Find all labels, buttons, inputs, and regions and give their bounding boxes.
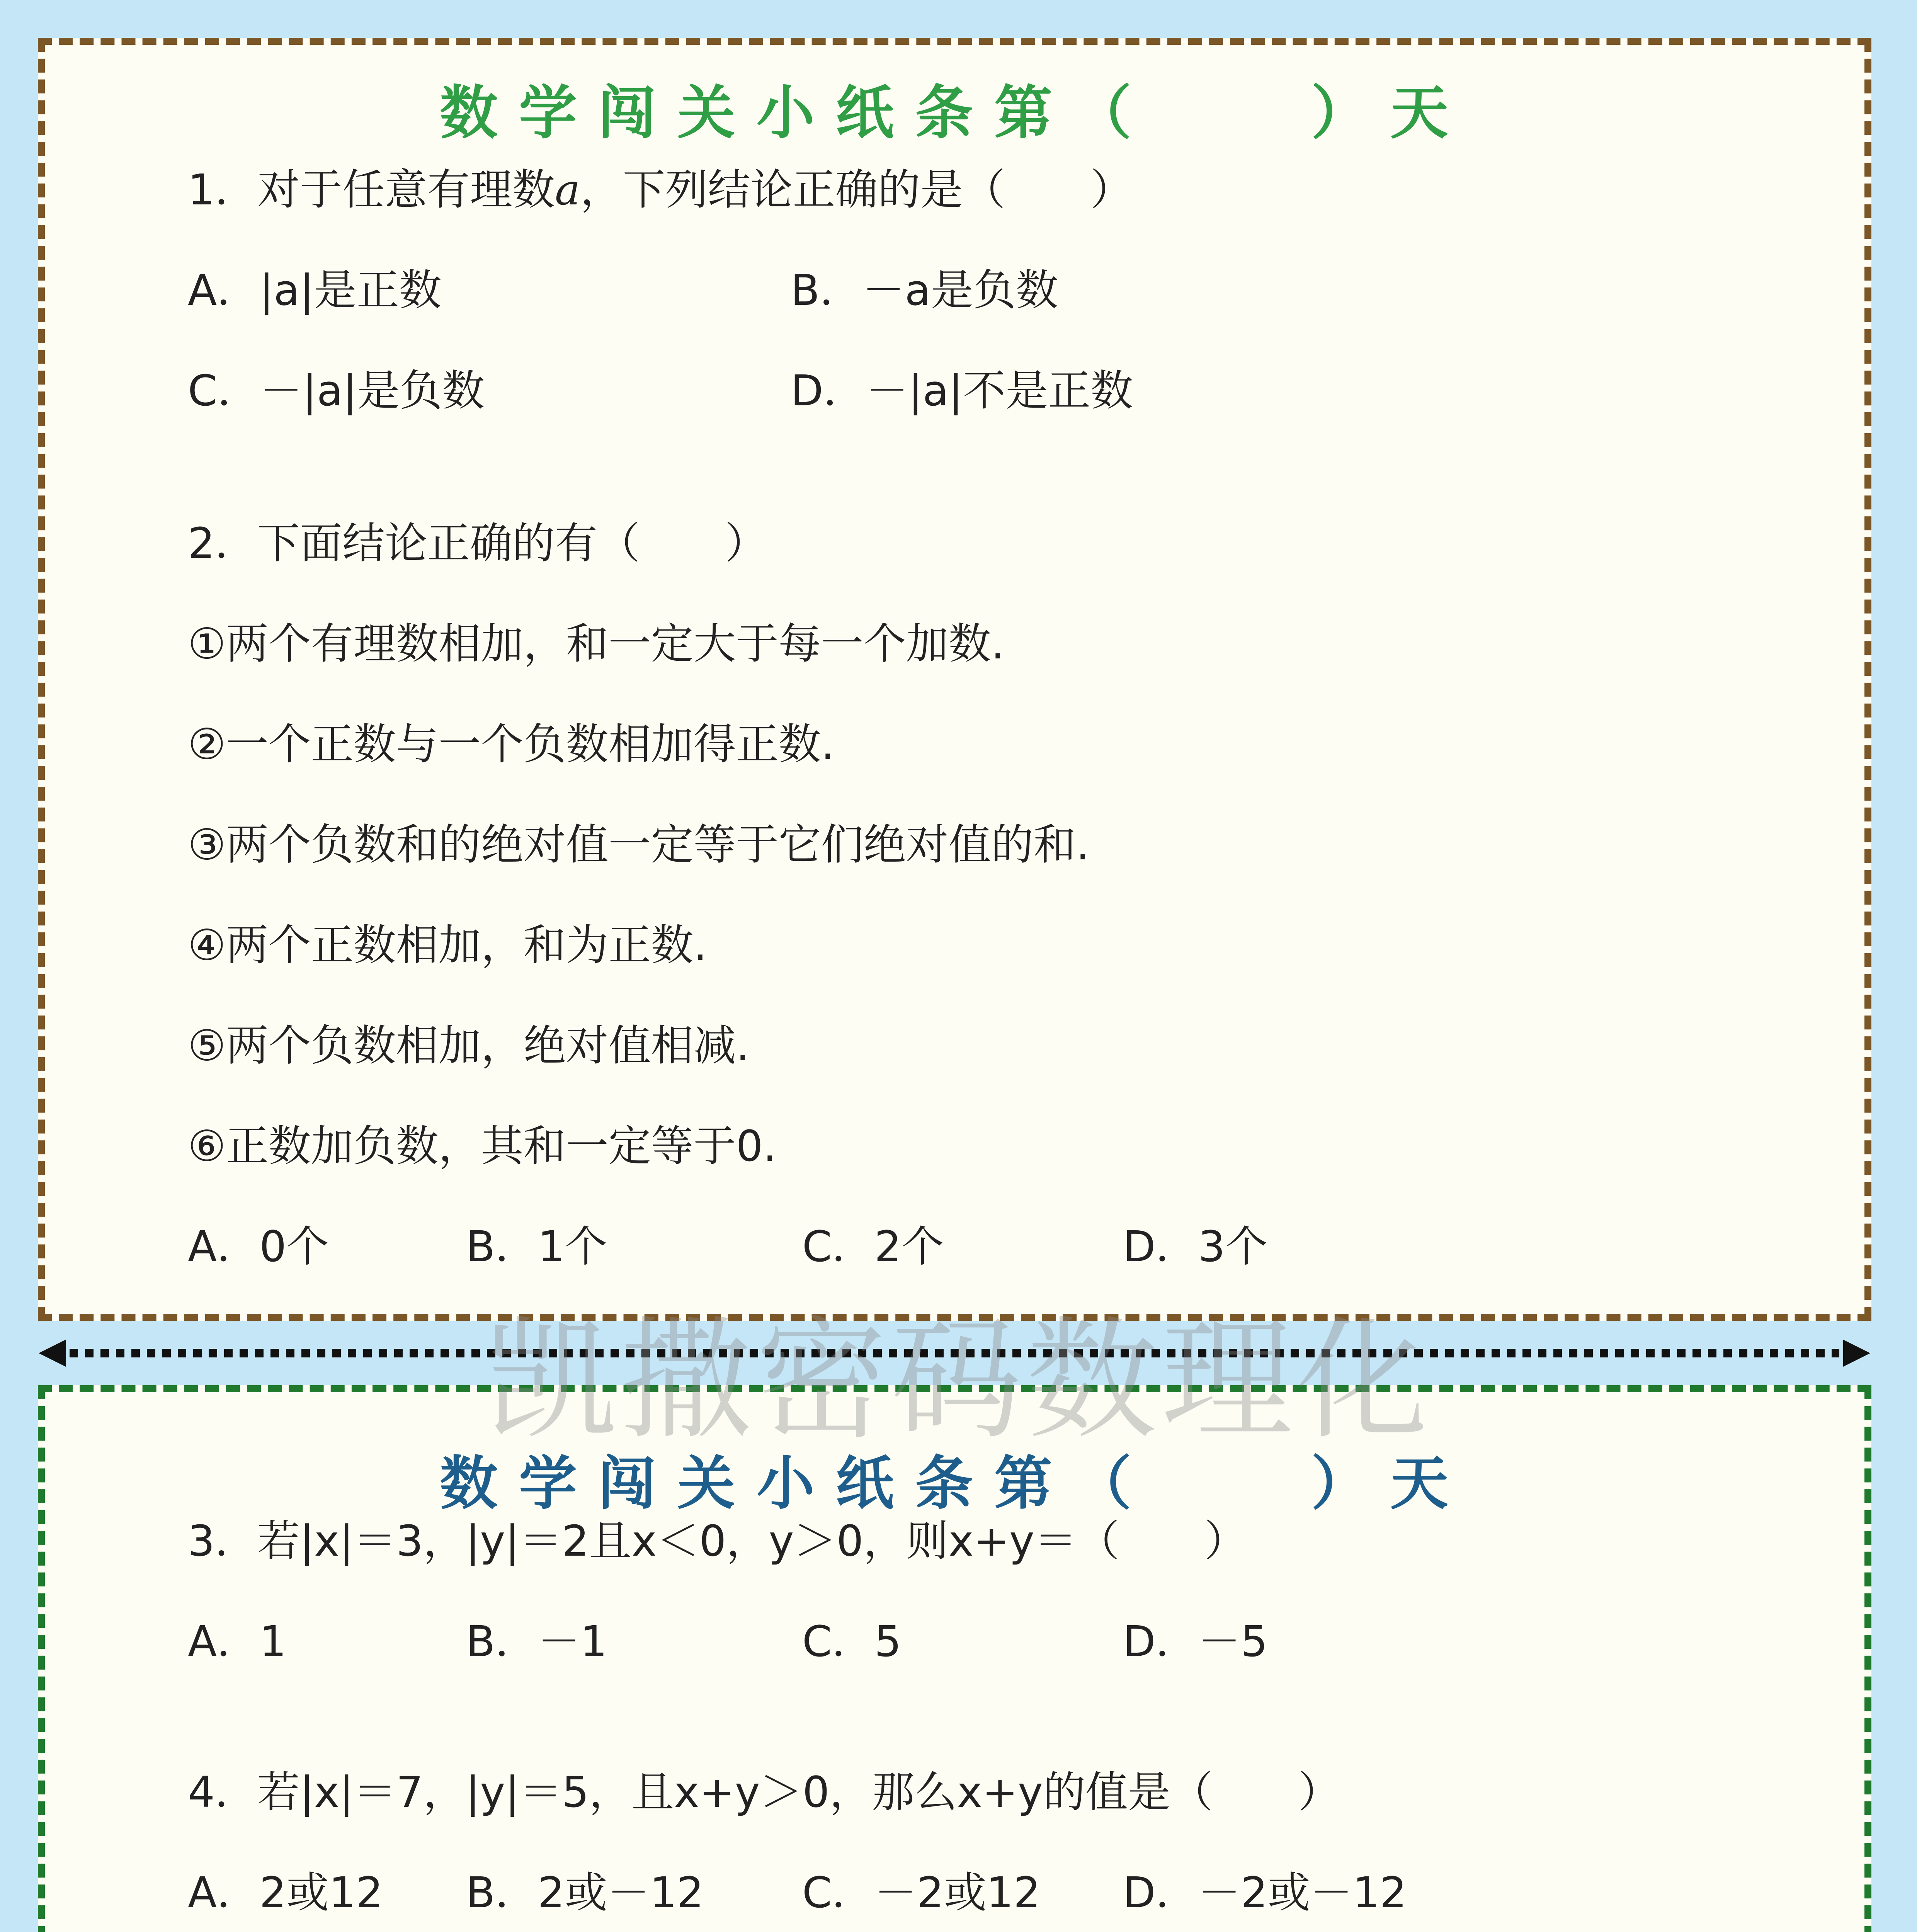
q1-stem-suffix: ，下列结论正确的是（ ）: [580, 165, 1133, 214]
q2-option-c: C．2个: [802, 1222, 944, 1271]
q1-stem-prefix: 1．对于任意有理数: [188, 165, 555, 214]
q3-stem: 3．若|x|＝3，|y|＝2且x＜0，y＞0，则x+y＝（ ）: [188, 1516, 1247, 1566]
question-card-1: [38, 38, 1871, 1321]
q2-item-1: ①两个有理数相加，和一定大于每一个加数.: [188, 619, 1005, 668]
q3-option-b: B．－1: [466, 1617, 607, 1666]
q3-option-d: D．－5: [1123, 1617, 1268, 1666]
q2-item-3: ③两个负数和的绝对值一定等于它们绝对值的和.: [188, 820, 1090, 869]
q1-option-c: C．－|a|是负数: [188, 366, 485, 415]
q3-option-c: C．5: [802, 1617, 902, 1666]
q1-stem: [188, 165, 1133, 214]
q2-item-4: ④两个正数相加，和为正数.: [188, 920, 707, 970]
q2-option-d: D．3个: [1123, 1222, 1268, 1271]
q2-item-5: ⑤两个负数相加，绝对值相减.: [188, 1021, 750, 1070]
q1-option-a: A．|a|是正数: [188, 265, 442, 315]
q4-option-d: D．－2或－12: [1123, 1868, 1407, 1917]
q2-option-b: B．1个: [466, 1222, 607, 1271]
q2-item-6: ⑥正数加负数，其和一定等于0.: [188, 1121, 777, 1171]
q3-option-a: A．1: [188, 1617, 287, 1666]
q1-option-d: D．－|a|不是正数: [791, 366, 1133, 415]
q4-option-c: C．－2或12: [802, 1868, 1041, 1917]
q1-stem-var: a: [555, 165, 580, 214]
card-title: 数学闯关小纸条第（ ）天: [439, 79, 1470, 147]
q2-stem: 2．下面结论正确的有（ ）: [188, 519, 767, 568]
card-title: 数学闯关小纸条第（ ）天: [439, 1449, 1470, 1517]
question-card-2: [38, 1385, 1871, 1932]
q2-item-2: ②一个正数与一个负数相加得正数.: [188, 719, 835, 769]
q4-stem: 4．若|x|＝7，|y|＝5，且x+y＞0，那么x+y的值是（ ）: [188, 1767, 1341, 1817]
q1-option-b: B．－a是负数: [791, 265, 1058, 315]
q4-option-b: B．2或－12: [466, 1868, 704, 1917]
q4-option-a: A．2或12: [188, 1868, 383, 1917]
watermark: 凯撒密码数理化: [485, 1304, 1432, 1457]
q2-option-a: A．0个: [188, 1222, 329, 1271]
